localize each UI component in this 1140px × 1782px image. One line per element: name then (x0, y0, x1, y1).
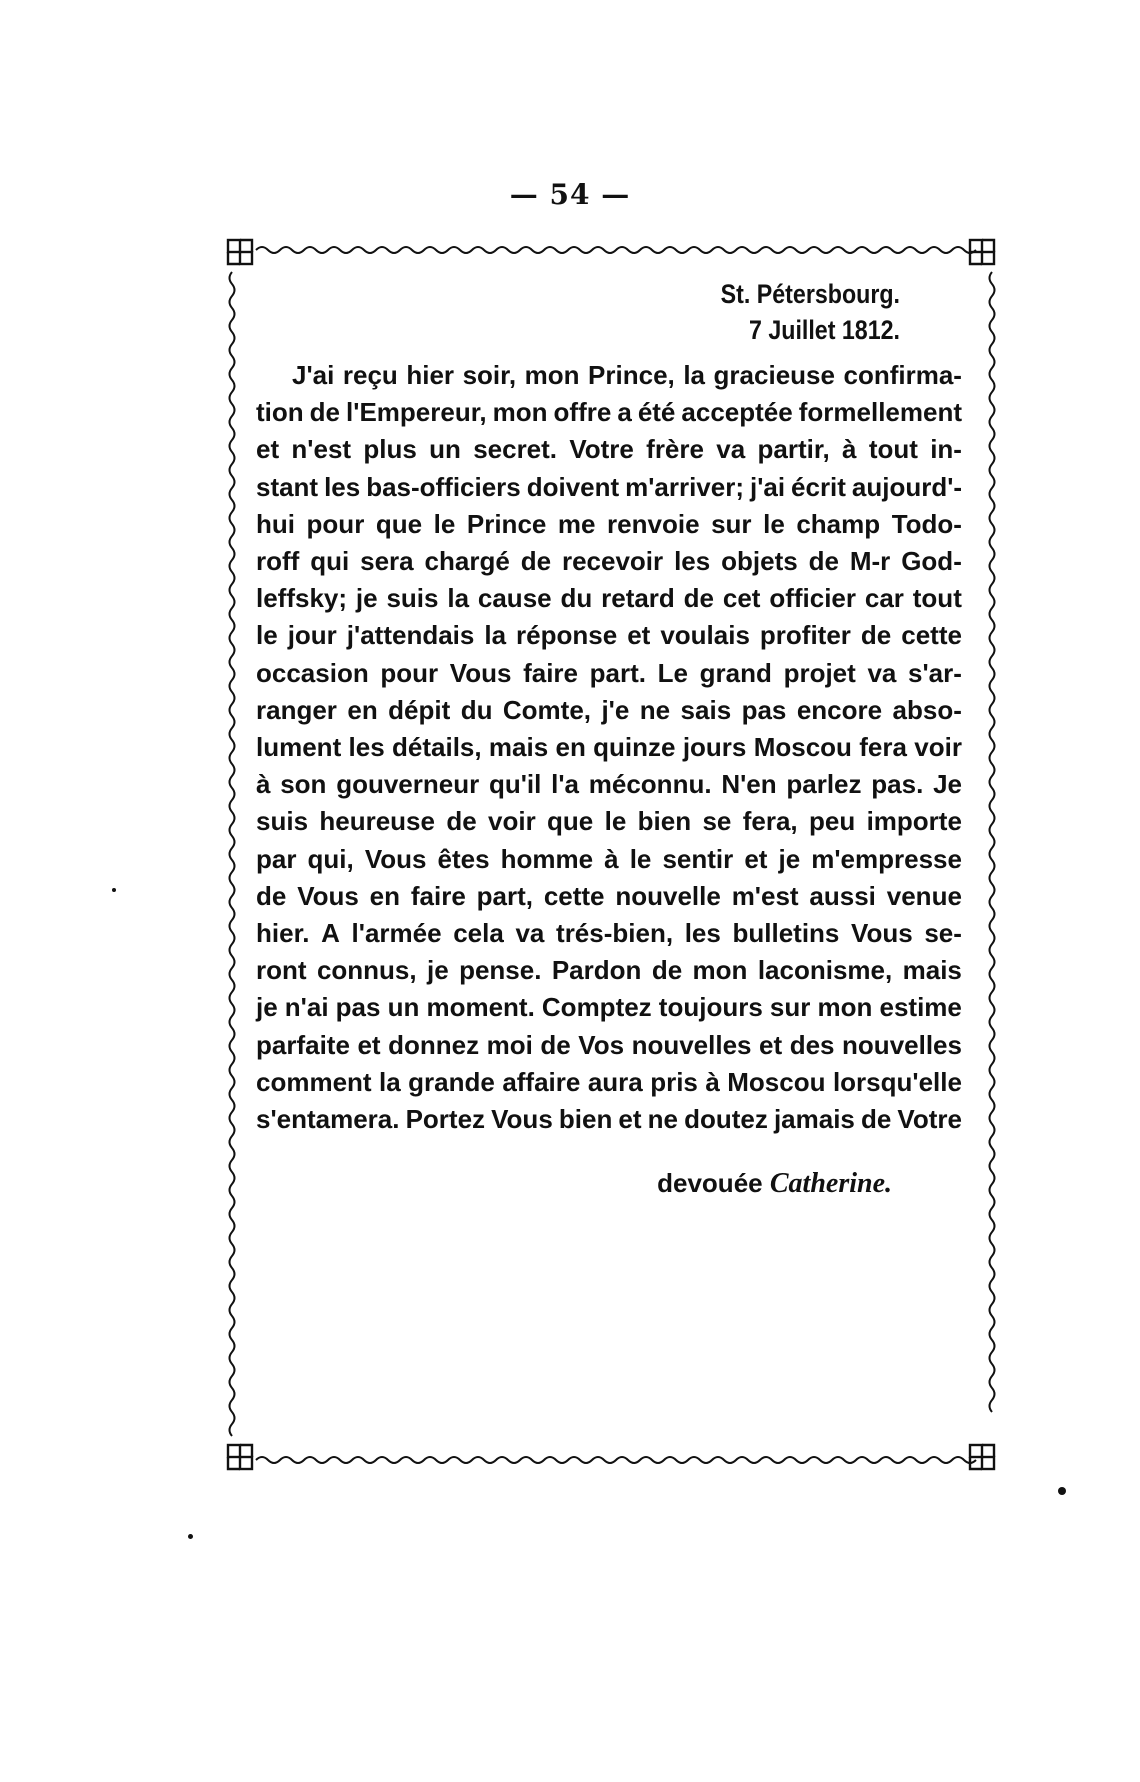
letter-line: tion de l'Empereur, mon offre a été acceptée formellement (256, 397, 962, 428)
letter-line: par qui, Vous êtes homme à le sentir et je m'empresse (256, 843, 962, 874)
letter-line: stant les bas-officiers doivent m'arriver; j'ai écrit aujourd'- (256, 471, 963, 502)
letter-body (256, 357, 962, 1138)
letter-line: lument les détails, mais en quinze jours Moscou fera voir (256, 732, 962, 763)
letter-line: occasion pour Vous faire part. Le grand projet va s'ar- (256, 657, 962, 688)
letter-line: s'entamera. Portez Vous bien et ne doutez jamais de Votre (256, 1104, 962, 1135)
letter-line: hui pour que le Prince me renvoie sur le champ Todo- (256, 508, 962, 539)
letter-signature: Catherine. (769, 1168, 892, 1199)
letter-line: je n'ai pas un moment. Comptez toujours sur mon estime (256, 992, 962, 1023)
print-speck (188, 1534, 193, 1539)
letter-place: St. Pétersbourg. (720, 279, 900, 309)
letter-line: suis heureuse de voir que le bien se fera, peu importe (256, 806, 962, 837)
letter-line: ranger en dépit du Comte, j'e ne sais pas encore abso- (256, 694, 962, 725)
letter-line: et n'est plus un secret. Votre frère va partir, à tout in- (256, 434, 962, 465)
print-speck (1058, 1487, 1066, 1495)
letter-line: leffsky; je suis la cause du retard de cet officier car tout (256, 583, 962, 614)
letter-date: 7 Juillet 1812. (748, 315, 900, 345)
letter-line: ront connus, je pense. Pardon de mon laconisme, mais (256, 955, 962, 986)
letter-signoff (0, 1168, 892, 1200)
letter-header (0, 276, 900, 348)
letter-line: hier. A l'armée cela va trés-bien, les bulletins Vous se- (256, 918, 962, 949)
letter-line: parfaite et donnez moi de Vos nouvelles et des nouvelles (256, 1029, 962, 1060)
letter-line: à son gouverneur qu'il l'a méconnu. N'en parlez pas. Je (256, 769, 962, 800)
page-number: — 54 — (509, 178, 631, 211)
print-speck (112, 888, 116, 892)
letter-line: roff qui sera chargé de recevoir les objets de M-r God- (256, 546, 962, 577)
letter-line: le jour j'attendais la réponse et voulais profiter de cette (256, 620, 962, 651)
letter-line: de Vous en faire part, cette nouvelle m'est aussi venue (256, 880, 962, 911)
letter-line: J'ai reçu hier soir, mon Prince, la gracieuse confirma- (292, 360, 962, 390)
letter-line: comment la grande affaire aura pris à Moscou lorsqu'elle (256, 1066, 962, 1097)
letter-closing: devouée (657, 1168, 763, 1198)
